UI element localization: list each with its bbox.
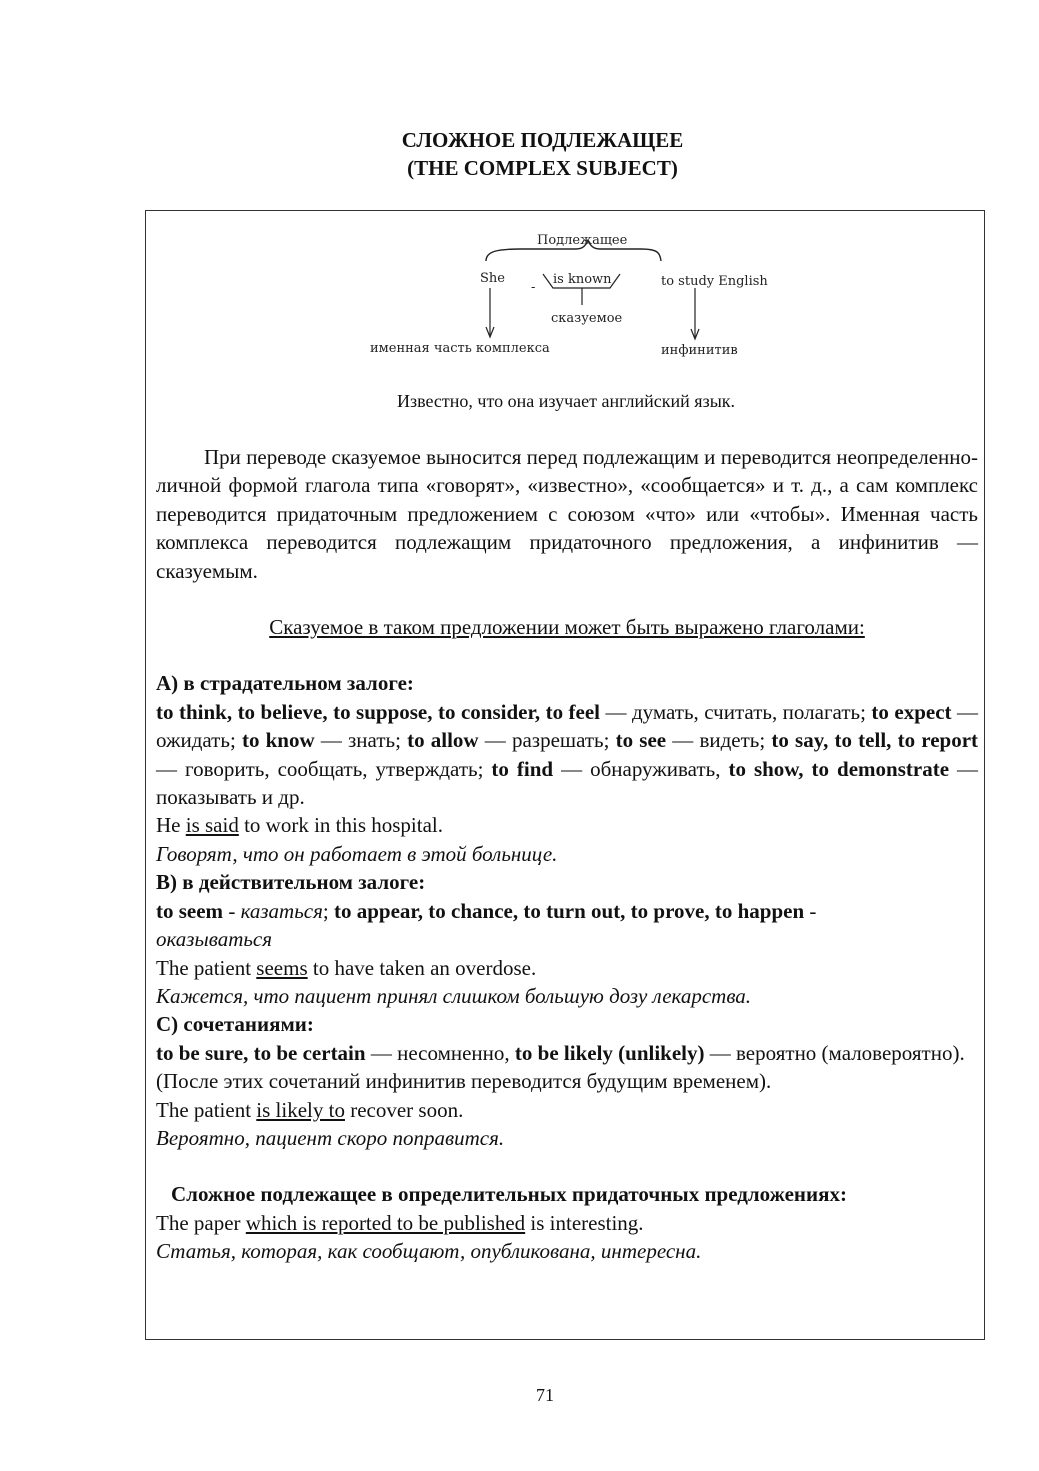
word-she: She (480, 271, 505, 286)
complex-subject-diagram (146, 211, 986, 361)
subheading: Сказуемое в таком предложении может быть выражено глаголами: (269, 615, 865, 640)
label-subject: Подлежащее (537, 233, 628, 248)
section-a-example-translation: Говорят, что он работает в этой больнице. (156, 841, 558, 866)
section-a-heading: А) в страдательном залоге: (156, 671, 414, 696)
section-a-example: He is said to work in this hospital. (156, 813, 444, 838)
title-line-1: СЛОЖНОЕ ПОДЛЕЖАЩЕЕ (401, 128, 684, 152)
section-b-verbs: to seem - казаться; to appear, to chance, to turn out, to prove, to happen - оказываться (156, 898, 817, 952)
section-c-example: The patient is likely to recover soon. (156, 1097, 464, 1122)
diagram-translation: Известно, что она изучает английский язык. (396, 391, 736, 411)
section-c-example-translation: Вероятно, пациент скоро поправится. (156, 1125, 505, 1150)
section-d-example: The paper which is reported to be published is interesting. (156, 1210, 644, 1235)
content-frame (145, 210, 985, 1340)
section-c-note: (После этих сочетаний инфинитив переводится будущим временем). (156, 1069, 772, 1094)
page-title (0, 126, 1039, 182)
label-nominal-part: именная часть комплекса (370, 341, 550, 356)
label-predicate: сказуемое (551, 311, 623, 326)
word-is-known: is known (553, 272, 612, 287)
section-a-verbs: to think, to believe, to suppose, to consider, to feel — думать, считать, полагать; to expect — ожидать; to know — знать; to allow — разрешать; to see — видеть; to say, to tell, to report — говорить, сообщать, утверждать; to find — обнаруживать, to show, to demonstrate — показывать и др. (156, 699, 979, 810)
title-line-2: (THE COMPLEX SUBJECT) (407, 156, 678, 180)
word-to-study: to study English (661, 274, 768, 289)
page-number: 71 (536, 1385, 554, 1405)
section-c-verbs: to be sure, to be certain — несомненно, to be likely (unlikely) — вероятно (маловероятно). (156, 1040, 965, 1065)
section-d-heading: Сложное подлежащее в определительных придаточных предложениях: (171, 1182, 847, 1207)
section-b-heading: В) в действительном залоге: (156, 870, 426, 895)
dash-symbol: - (531, 280, 536, 295)
section-c-heading: С) сочетаниями: (156, 1012, 314, 1037)
section-b-example-translation: Кажется, что пациент принял слишком большую дозу лекарства. (156, 983, 752, 1008)
label-infinitive: инфинитив (661, 343, 738, 358)
main-content (156, 443, 978, 1266)
section-d-example-translation: Статья, которая, как сообщают, опубликована, интересна. (156, 1239, 702, 1264)
main-paragraph: При переводе сказуемое выносится перед подлежащим и переводится неопределенно-личной формой глагола типа «говорят», «известно», «сообщается» и т. д., а сам комплекс переводится придаточным предложением с союзом «что» или «чтобы». Именная часть комплекса переводится подлежащим придаточного предложения, а инфинитив — сказуемым. (156, 445, 978, 583)
section-b-example: The patient seems to have taken an overdose. (156, 955, 537, 980)
